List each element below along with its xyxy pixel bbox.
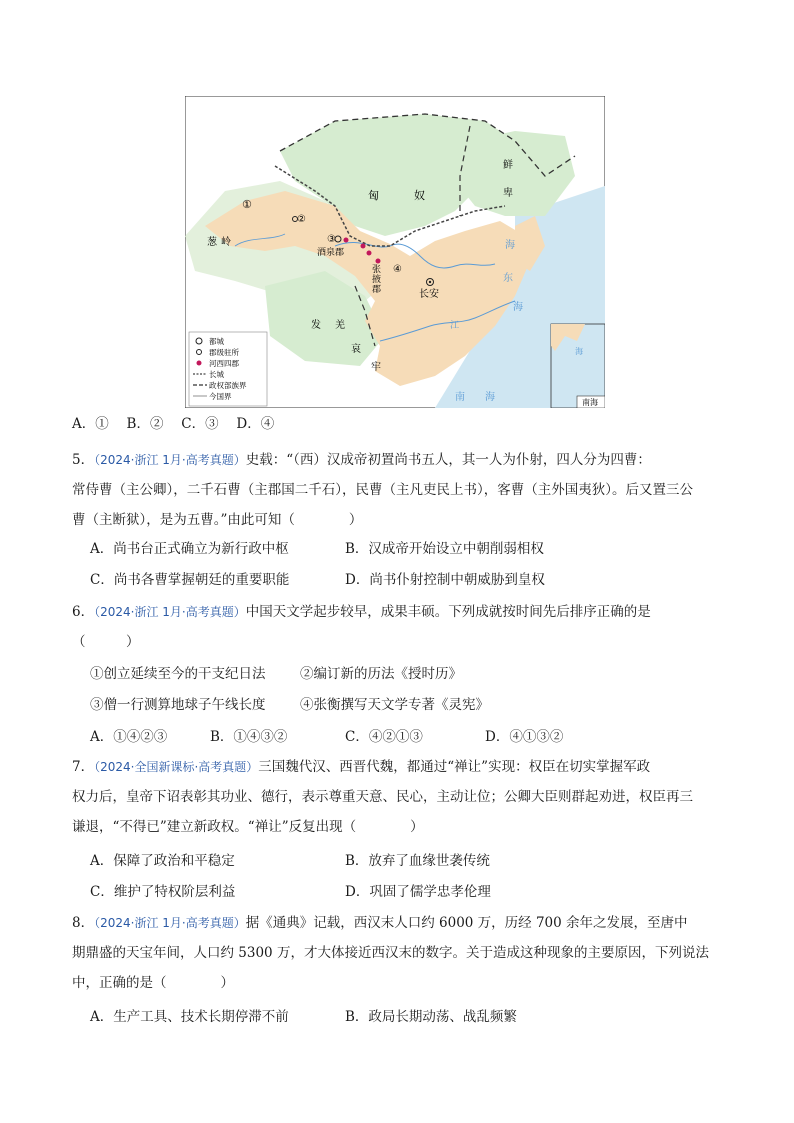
q6-item-3: ③僧一行测算地球子午线长度 bbox=[90, 697, 266, 713]
legend-item-hexi: 河西四郡 bbox=[209, 359, 239, 368]
marker-3: ③ bbox=[327, 234, 336, 245]
q7-line-3: 谦退，“不得已”建立新政权。“禅让”反复出现（ ） bbox=[72, 819, 424, 835]
q7-option-a: A．保障了政治和平稳定 bbox=[90, 853, 235, 869]
q7-option-c: C．维护了特权阶层利益 bbox=[90, 884, 236, 900]
q7-line-2: 权力后，皇帝下诏表彰其功业、德行，表示尊重天意、民心，主动让位；公卿大臣则群起劝进，权臣再三 bbox=[72, 789, 693, 805]
question-8 bbox=[72, 908, 732, 998]
hexi-marker-1 bbox=[344, 238, 349, 243]
q8-number: 8． bbox=[72, 915, 95, 931]
label-nan: 南 bbox=[455, 392, 465, 403]
question-6 bbox=[72, 597, 732, 657]
label-hai-1: 海 bbox=[505, 240, 515, 251]
q5-option-a: A．尚书台正式确立为新行政中枢 bbox=[90, 541, 289, 557]
marker-2: ② bbox=[297, 214, 306, 225]
marker-4: ④ bbox=[393, 264, 402, 275]
q6-line-1 bbox=[72, 597, 732, 627]
label-jiuquan: 酒泉郡 bbox=[317, 248, 345, 258]
hexi-marker-2 bbox=[361, 244, 366, 249]
q8-line-1 bbox=[72, 908, 732, 938]
label-hai-3: 海 bbox=[485, 392, 495, 403]
q5-line-2: 常侍曹（主公卿），二千石曹（主郡国二千石），民曹（主凡吏民上书），客曹（主外国夷狄）。后又置三公 bbox=[72, 482, 693, 498]
han-map-figure bbox=[185, 96, 605, 408]
q7-option-d: D．巩固了儒学忠孝伦理 bbox=[345, 884, 491, 900]
label-aolao-1: 哀 bbox=[351, 344, 361, 355]
label-hai-2: 海 bbox=[513, 302, 523, 313]
legend-item-seat: 郡级驻所 bbox=[209, 348, 239, 357]
label-zhangye-3: 郡 bbox=[372, 285, 382, 295]
label-congling-1: 葱 bbox=[207, 237, 217, 248]
legend-item-capital: 都城 bbox=[209, 337, 224, 346]
q5-line-1 bbox=[72, 445, 732, 475]
q8-source: （2024·浙江 1月·高考真题） bbox=[94, 916, 246, 930]
label-congling-2: 岭 bbox=[221, 237, 231, 248]
q8-line-2: 期鼎盛的天宝年间，人口约 5300 万，才大体接近西汉末的数字。关于造成这种现象的主要原因，下列说法 bbox=[72, 945, 709, 961]
label-zhangye-1: 张 bbox=[372, 265, 382, 275]
label-faqiang-2: 羌 bbox=[335, 320, 345, 331]
label-xianbei-1: 鲜 bbox=[503, 160, 513, 171]
q6-option-c: C．④②①③ bbox=[345, 729, 423, 745]
q7-number: 7． bbox=[72, 759, 95, 775]
q6-item-2: ②编订新的历法《授时历》 bbox=[300, 666, 462, 682]
q6-option-d: D．④①③② bbox=[485, 729, 564, 745]
q7-source: （2024·全国新课标·高考真题） bbox=[94, 760, 259, 774]
label-changan: 长安 bbox=[419, 289, 439, 300]
q5-option-b: B．汉成帝开始设立中朝削弱相权 bbox=[345, 541, 544, 557]
label-aolao-2: 牢 bbox=[371, 362, 381, 373]
label-xiongnu-1: 匈 bbox=[368, 189, 379, 202]
question-5 bbox=[72, 445, 732, 535]
inset-title: 南海 bbox=[582, 398, 598, 407]
legend-item-wall: 长城 bbox=[209, 370, 224, 379]
label-dong: 东 bbox=[503, 273, 513, 284]
legend-item-border: 今国界 bbox=[209, 392, 232, 401]
inset-hai-label: 海 bbox=[575, 347, 583, 356]
q5-number: 5． bbox=[72, 452, 95, 468]
label-zhangye-2: 掖 bbox=[372, 275, 382, 285]
q6-item-1: ①创立延续至今的干支纪日法 bbox=[90, 666, 266, 682]
q6-text-1: 中国天文学起步较早，成果丰硕。下列成就按时间先后排序正确的是 bbox=[245, 604, 651, 620]
label-xianbei-2: 卑 bbox=[503, 188, 513, 199]
q6-line-2: （ ） bbox=[72, 634, 140, 650]
question-7 bbox=[72, 752, 732, 842]
q5-option-d: D．尚书仆射控制中朝威胁到皇权 bbox=[345, 572, 545, 588]
q7-option-b: B．放弃了血缘世袭传统 bbox=[345, 853, 490, 869]
q6-option-a: A．①④②③ bbox=[90, 729, 168, 745]
q6-option-b: B．①④③② bbox=[210, 729, 288, 745]
south-sea-inset bbox=[551, 324, 605, 408]
label-jiang: 江 bbox=[450, 321, 460, 331]
q6-source: （2024·浙江 1月·高考真题） bbox=[94, 605, 246, 619]
q8-option-a: A．生产工具、技术长期停滞不前 bbox=[90, 1009, 289, 1025]
q5-source: （2024·浙江 1月·高考真题） bbox=[94, 453, 246, 467]
q6-item-4: ④张衡撰写天文学专著《灵宪》 bbox=[300, 697, 489, 713]
q5-line-3: 曹（主断狱），是为五曹。”由此可知（ ） bbox=[72, 512, 363, 528]
legend-hexi-icon bbox=[197, 361, 202, 366]
q7-line-1 bbox=[72, 752, 732, 782]
q8-option-b: B．政局长期动荡、战乱频繁 bbox=[345, 1009, 517, 1025]
q8-text-1: 据《通典》记载，西汉末人口约 6000 万，历经 700 余年之发展，至唐中 bbox=[245, 915, 688, 931]
label-faqiang-1: 发 bbox=[311, 320, 321, 331]
label-xiongnu-2: 奴 bbox=[414, 189, 425, 202]
q5-option-c: C．尚书各曹掌握朝廷的重要职能 bbox=[90, 572, 290, 588]
hexi-marker-4 bbox=[376, 259, 381, 264]
hexi-marker-3 bbox=[367, 251, 372, 256]
q6-number: 6． bbox=[72, 604, 95, 620]
q7-text-1: 三国魏代汉、西晋代魏，都通过“禅让”实现：权臣在切实掌握军政 bbox=[258, 759, 651, 775]
legend-item-boundary: 政权部族界 bbox=[209, 381, 247, 390]
q4-options: A．① B．② C．③ D．④ bbox=[72, 416, 275, 432]
q8-line-3: 中，正确的是（ ） bbox=[72, 975, 234, 991]
map-legend bbox=[189, 332, 267, 406]
q5-text-1: 史载：“（西）汉成帝初置尚书五人，其一人为仆射，四人分为四曹： bbox=[245, 452, 651, 468]
marker-1: ① bbox=[242, 198, 252, 211]
